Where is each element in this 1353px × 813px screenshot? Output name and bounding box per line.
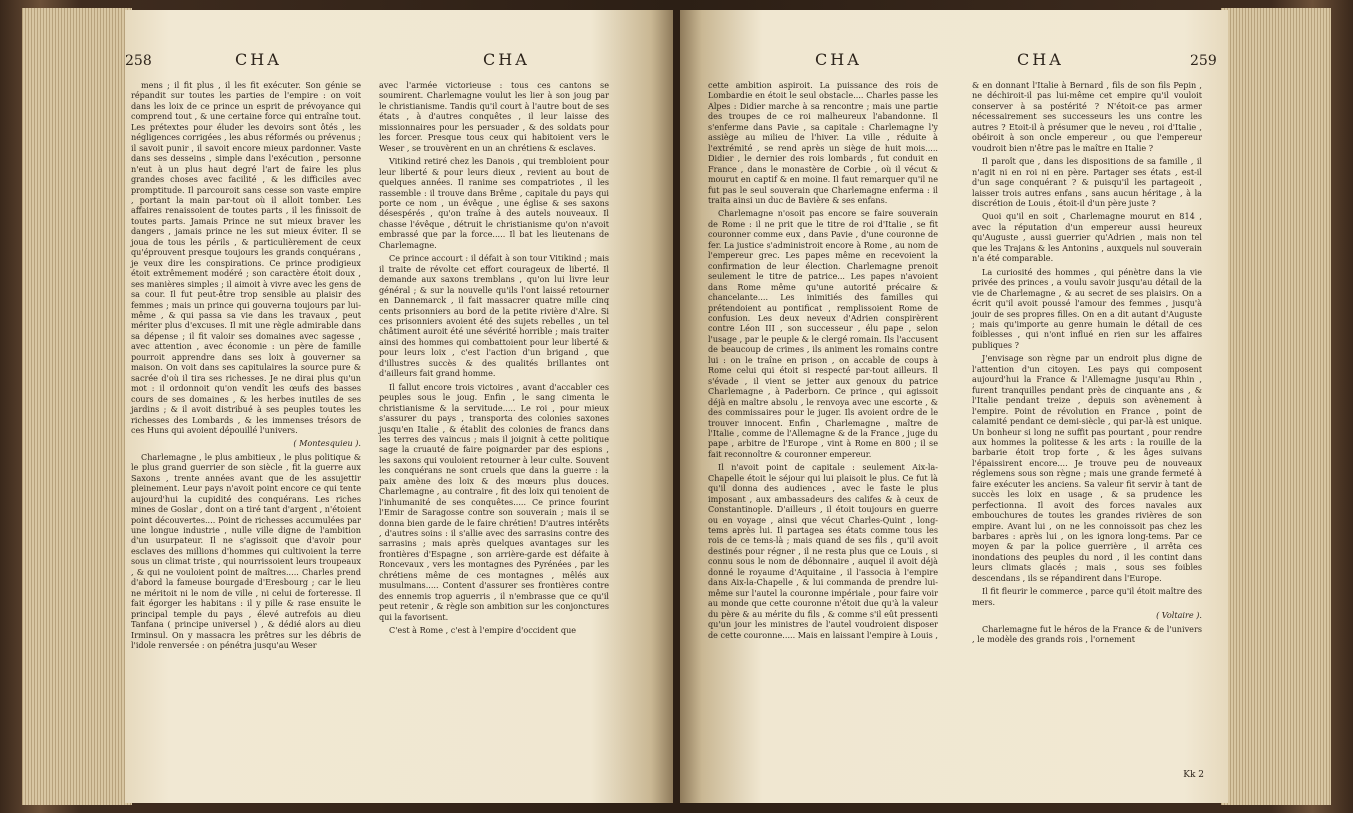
- running-head-left: CHA: [235, 50, 282, 69]
- right-page-edges: [1221, 8, 1331, 805]
- left-page-column-2: [379, 80, 609, 639]
- signature-mark: Kk 2: [1183, 770, 1204, 780]
- right-page-header: [680, 50, 1228, 76]
- paragraph: La curiosité des hommes , qui pénètre dans la vie privée des princes , a voulu savoir jusqu'au détail de la vie de Charlemagne , & au secret de ses plaisirs. On a écrit qu'il avoit poussé l'amour des femmes , jusqu'à jouir de ses propres filles. On en a dit autant d'Auguste ; mais qu'importe au genre humain le détail de ces foiblesses , qui n'ont influé en rien sur les affaires publiques ?: [972, 266, 1202, 350]
- paragraph: mens ; il fit plus , il les fit exécuter. Son génie se répandit sur toutes les parties de l'empire : on voit dans les loix de ce prince un esprit de prévoyance qui comprend tout , & une certaine force qui entraîne tout. Les prétextes pour éluder les devoirs sont ôtés , les négligences corrigées , les abus réformés ou prévenus ; il savoit punir , il savoit encore mieux pardonner. Vaste dans ses desseins , simple dans l'exécution , personne n'eut à un plus haut degré l'art de faire les plus grandes choses avec facilité , & les difficiles avec promptitude. Il parcouroit sans cesse son vaste empire , portant la main par-tout où il alloit tomber. Les affaires renaissoient de toutes parts , il les finissoit de toutes parts. Jamais Prince ne sut mieux braver les dangers , jamais prince ne les sut mieux éviter. Il se joua de tous les périls , & particulièrement de ceux qu'éprouvent presque toujours les grands conquérans , je veux dire les conspirations. Ce prince prodigieux étoit extrêmement modéré ; son caractère étoit doux , ses manières simples ; il aimoit à vivre avec les gens de sa cour. Il fut peut-être trop sensible au plaisir des femmes ; mais un prince qui gouverna toujours par lui-même , & qui passa sa vie dans les travaux , peut mériter plus d'excuses. Il mit une règle admirable dans sa dépense ; il fit valoir ses domaines avec sagesse , avec attention , avec économie : un père de famille pourroit apprendre dans ses loix à gouverner sa maison. On voit dans ses capitulaires la source pure & sacrée d'où il tira ses richesses. Je ne dirai plus qu'un mot : il ordonnoit qu'on vendît les œufs des basses cours de ses domaines , & les herbes inutiles de ses jardins ; & il avoit distribué à ses peuples toutes les richesses des Lombards , & les immenses trésors de ces Huns qui avoient dépouillé l'univers.: [131, 80, 361, 435]
- left-page: [125, 10, 673, 803]
- paragraph: cette ambition aspiroit. La puissance des rois de Lombardie en étoit le seul obstacle.... Charles passe les Alpes : Didier marche à sa rencontre ; mais une partie des troupes de ce roi malheureux l'abandonne. Il s'enferme dans Pavie , sa capitale : Charlemagne l'y assiège au milieu de l'hiver. La ville , réduite à l'extrémité , se rend après un siège de huit mois..... Didier , le dernier des rois lombards , fut conduit en France , dans le monastère de Corbie , où il vécut & mourut en captif & en moine. Il faut remarquer qu'il ne fut pas le seul souverain que Charlemagne enferma : il traita ainsi un duc de Bavière & ses enfans.: [708, 80, 938, 205]
- citation: ( Montesquieu ).: [293, 438, 361, 449]
- paragraph: Il fit fleurir le commerce , parce qu'il étoit maître des mers.: [972, 586, 1202, 607]
- left-page-column-1: [131, 80, 361, 653]
- paragraph: Quoi qu'il en soit , Charlemagne mourut en 814 , avec la réputation d'un empereur aussi heureux qu'Auguste , aussi guerrier qu'Adrien , mais non tel que les Trajans & les Antonins , auxquels nul souverain n'a été comparable.: [972, 211, 1202, 264]
- running-head-right: CHA: [483, 50, 530, 69]
- left-page-edges: [22, 8, 132, 805]
- running-head-left: CHA: [815, 50, 862, 69]
- paragraph: & en donnant l'Italie à Bernard , fils de son fils Pepin , ne déchiroit-il pas lui-même cet empire qu'il vouloit conserver à sa postérité ? N'étoit-ce pas armer nécessairement ses successeurs les uns contre les autres ? Etoit-il à présumer que le neveu , roi d'Italie , obéiroit à son oncle empereur , ou que l'empereur voudroit bien n'être pas le maître en Italie ?: [972, 80, 1202, 153]
- paragraph: Charlemagne n'osoit pas encore se faire souverain de Rome : il ne prit que le titre de roi d'Italie , se fit couronner comme eux , dans Pavie , d'une couronne de fer. La justice s'administroit encore à Rome , au nom de l'empereur grec. Les papes même en recevoient la confirmation de leur élection. Charlemagne prenoit seulement le titre de patrice... Les papes n'avoient dans Rome même qu'une autorité précaire & chancelante.... Les inimitiés des familles qui prétendoient au pontificat , remplissoient Rome de confusion. Les deux neveux d'Adrien conspirèrent contre Léon III , son successeur , élu pape , selon l'usage , par le peuple & le clergé romain. Ils l'accusent de beaucoup de crimes , ils animent les romains contre lui : on le traîne en prison , on accable de coups à Rome celui qui étoit si respecté par-tout ailleurs. Il s'évade , il vient se jetter aux genoux du patrice Charlemagne , à Paderborn. Ce prince , qui agissoit déjà en maître absolu , le renvoya avec une escorte , & des commissaires pour le juger. Ils avoient ordre de le trouver innocent. Enfin , Charlemagne , maître de l'Italie , comme de l'Allemagne & de la France , juge du pape , arbitre de l'Europe , vint à Rome en 800 ; il se fait reconnoître & couronner empereur.: [708, 208, 938, 459]
- paragraph: Il fallut encore trois victoires , avant d'accabler ces peuples sous le joug. Enfin , le sang cimenta le christianisme & la servitude..... Le roi , pour mieux s'assurer du pays , transporta des colonies saxones jusqu'en Italie , & établit des colonies de francs dans les terres des vaincus ; mais il joignit à cette politique sage la cruauté de faire poignarder par des espions , les saxons qui vouloient retourner à leur culte. Souvent les conquérans ne sont cruels que dans la guerre : la paix amène des loix & des mœurs plus douces. Charlemagne , au contraire , fit des loix qui tenoient de l'inhumanité de ses conquêtes..... Ce prince fourint l'Emir de Saragosse contre son souverain ; mais il se donna bien garde de le faire chrétien! D'autres intérêts , d'autres soins : il s'allie avec des sarrasins contre des sarrasins ; mais après quelques avantages sur les frontières d'Espagne , son arrière-garde est défaite à Roncevaux , vers les montagnes des Pyrénées , par les chrétiens même de ces montagnes , mêlés aux musulmans..... Content d'assurer ses frontières contre des ennemis trop aguerris , il n'embrasse que ce qu'il peut retenir , & règle son ambition sur les conjonctures qui la favorisent.: [379, 381, 609, 622]
- page-number: 259: [1190, 53, 1217, 69]
- paragraph: Ce prince accourt : il défait à son tour Vitikind ; mais il traite de révolte cet effort courageux de liberté. Il demande aux saxons tremblans , qu'on lui livre leur général ; & sur la nouvelle qu'ils l'ont laissé retourner en Dannemarck , il fait massacrer quatre mille cinq cents prisonniers au bord de la petite rivière d'Alre. Si ces prisonniers avoient été des sujets rebelles , un tel châtiment auroit été une sévérité horrible ; mais traiter ainsi des hommes qui combattoient pour leur liberté & pour leurs loix , c'est l'action d'un brigand , que d'illustres succès & des qualités brillantes ont d'ailleurs fait grand homme.: [379, 253, 609, 379]
- right-page-column-1: [708, 80, 938, 643]
- right-page: [680, 10, 1228, 803]
- page-number: 258: [125, 53, 152, 69]
- paragraph: Il n'avoit point de capitale : seulement Aix-la-Chapelle étoit le séjour qui lui plaisoit le plus. Ce fut là qu'il donna des audiences , avec le faste le plus imposant , aux ambassadeurs des califes & à ceux de Constantinople. D'ailleurs , il étoit toujours en guerre ou en voyage , ainsi que vécut Charles-Quint , long-tems après lui. Il partagea ses états comme tous les rois de ce tems-là ; mais quand de ses fils , qu'il avoit destinés pour régner , il ne resta plus que ce Louis , si connu sous le nom de débonnaire , auquel il avoit déjà donné le royaume d'Aquitaine , il l'associa à l'empire dans Aix-la-Chapelle , & lui commanda de prendre lui-même sur l'autel la couronne impériale , pour faire voir au monde que cette couronne n'étoit due qu'à la valeur du père & au mérite du fils , & comme s'il eût pressenti qu'un jour les ministres de l'autel voudroient disposer de cette couronne..... Mais en laissant l'empire à Louis ,: [708, 462, 938, 640]
- paragraph: Charlemagne , le plus ambitieux , le plus politique & le plus grand guerrier de son siècle , fit la guerre aux Saxons , trente années avant que de les assujettir pleinement. Leur pays n'avoit point encore ce qui tente aujourd'hui la cupidité des conquérans. Les riches mines de Goslar , dont on a tiré tant d'argent , n'étoient point découvertes.... Point de richesses accumulées par une longue industrie , nulle ville digne de l'ambition d'un usurpateur. Il ne s'agissoit que d'avoir pour esclaves des millions d'hommes qui cultivoient la terre sous un climat triste , qui nourrissoient leurs troupeaux , & qui ne vouloient point de maîtres..... Charles prend d'abord la fameuse bourgade d'Eresbourg ; car le lieu ne méritoit ni le nom de ville , ni celui de forteresse. Il fait égorger les habitans : il y pille & rase ensuite le principal temple du pays , élevé autrefois au dieu Tanfana ( principe universel ) , & dédié alors au dieu Irminsul. On y massacra les prêtres sur les débris de l'idole renversée : on pénétra jusqu'au Weser: [131, 451, 361, 651]
- right-page-column-2: [972, 80, 1202, 648]
- paragraph: avec l'armée victorieuse : tous ces cantons se soumirent. Charlemagne voulut les lier à son joug par le christianisme. Tandis qu'il court à l'autre bout de ses états , à d'autres conquêtes , il leur laisse des missionnaires pour les persuader , & des soldats pour les forcer. Presque tous ceux qui habitoient vers le Weser , se trouvèrent en un an chrétiens & esclaves.: [379, 80, 609, 153]
- paragraph: Il paroît que , dans les dispositions de sa famille , il n'agit ni en roi ni en père. Partager ses états , est-il d'un sage conquérant ? & puisqu'il les partageoit , laisser trois autres enfans , sans aucun héritage , à la discrétion de Louis , étoit-il d'un père juste ?: [972, 156, 1202, 208]
- citation: ( Voltaire ).: [1156, 610, 1202, 621]
- paragraph: C'est à Rome , c'est à l'empire d'occident que: [389, 625, 577, 636]
- paragraph: Charlemagne fut le héros de la France & de l'univers , le modèle des grands rois , l'ornement: [972, 623, 1202, 645]
- paragraph: Vitikind retiré chez les Danois , qui trembloient pour leur liberté & pour leurs dieux , revient au bout de quelques années. Il ranime ses compatriotes , il les rassemble : il trouve dans Brême , capitale du pays qui porte ce nom , un évêque , une église & ses saxons désespérés , qu'on traîne à des autels nouveaux. Il chasse l'évêque , détruit le christianisme qu'on n'avoit embrassé que par la force..... Il bat les lieutenans de Charlemagne.: [379, 156, 609, 250]
- left-page-header: [125, 50, 673, 76]
- running-head-right: CHA: [1017, 50, 1064, 69]
- paragraph: J'envisage son règne par un endroit plus digne de l'attention d'un citoyen. Les pays qui composent aujourd'hui la France & l'Allemagne jusqu'au Rhin , furent tranquilles pendant près de cinquante ans , & l'Italie pendant treize , depuis son avènement à l'empire. Point de révolution en France , point de calamité pendant ce demi-siècle , qui par-là est unique. Un bonheur si long ne suffit pas pourtant , pour rendre aux hommes la politesse & les arts : la rouille de la barbarie étoit trop forte , & les âges suivans l'épaissirent encore.... Je trouve peu de nouveaux réglemens sous son règne ; mais une grande fermeté à faire exécuter les anciens. Sa valeur fit servir à tant de succès les loix en usage , & sa prudence les perfectionna. Il avoit des forces navales aux embouchures de toutes les grandes rivières de son empire. Avant lui , on ne les connoissoit pas chez les barbares : après lui , on les ignora long-tems. Par ce moyen & par la police guerrière , il arrêta ces inondations des peuples du nord , il les contint dans leurs climats glacés ; mais , sous ses foibles descendans , ils se répandirent dans l'Europe.: [972, 353, 1202, 583]
